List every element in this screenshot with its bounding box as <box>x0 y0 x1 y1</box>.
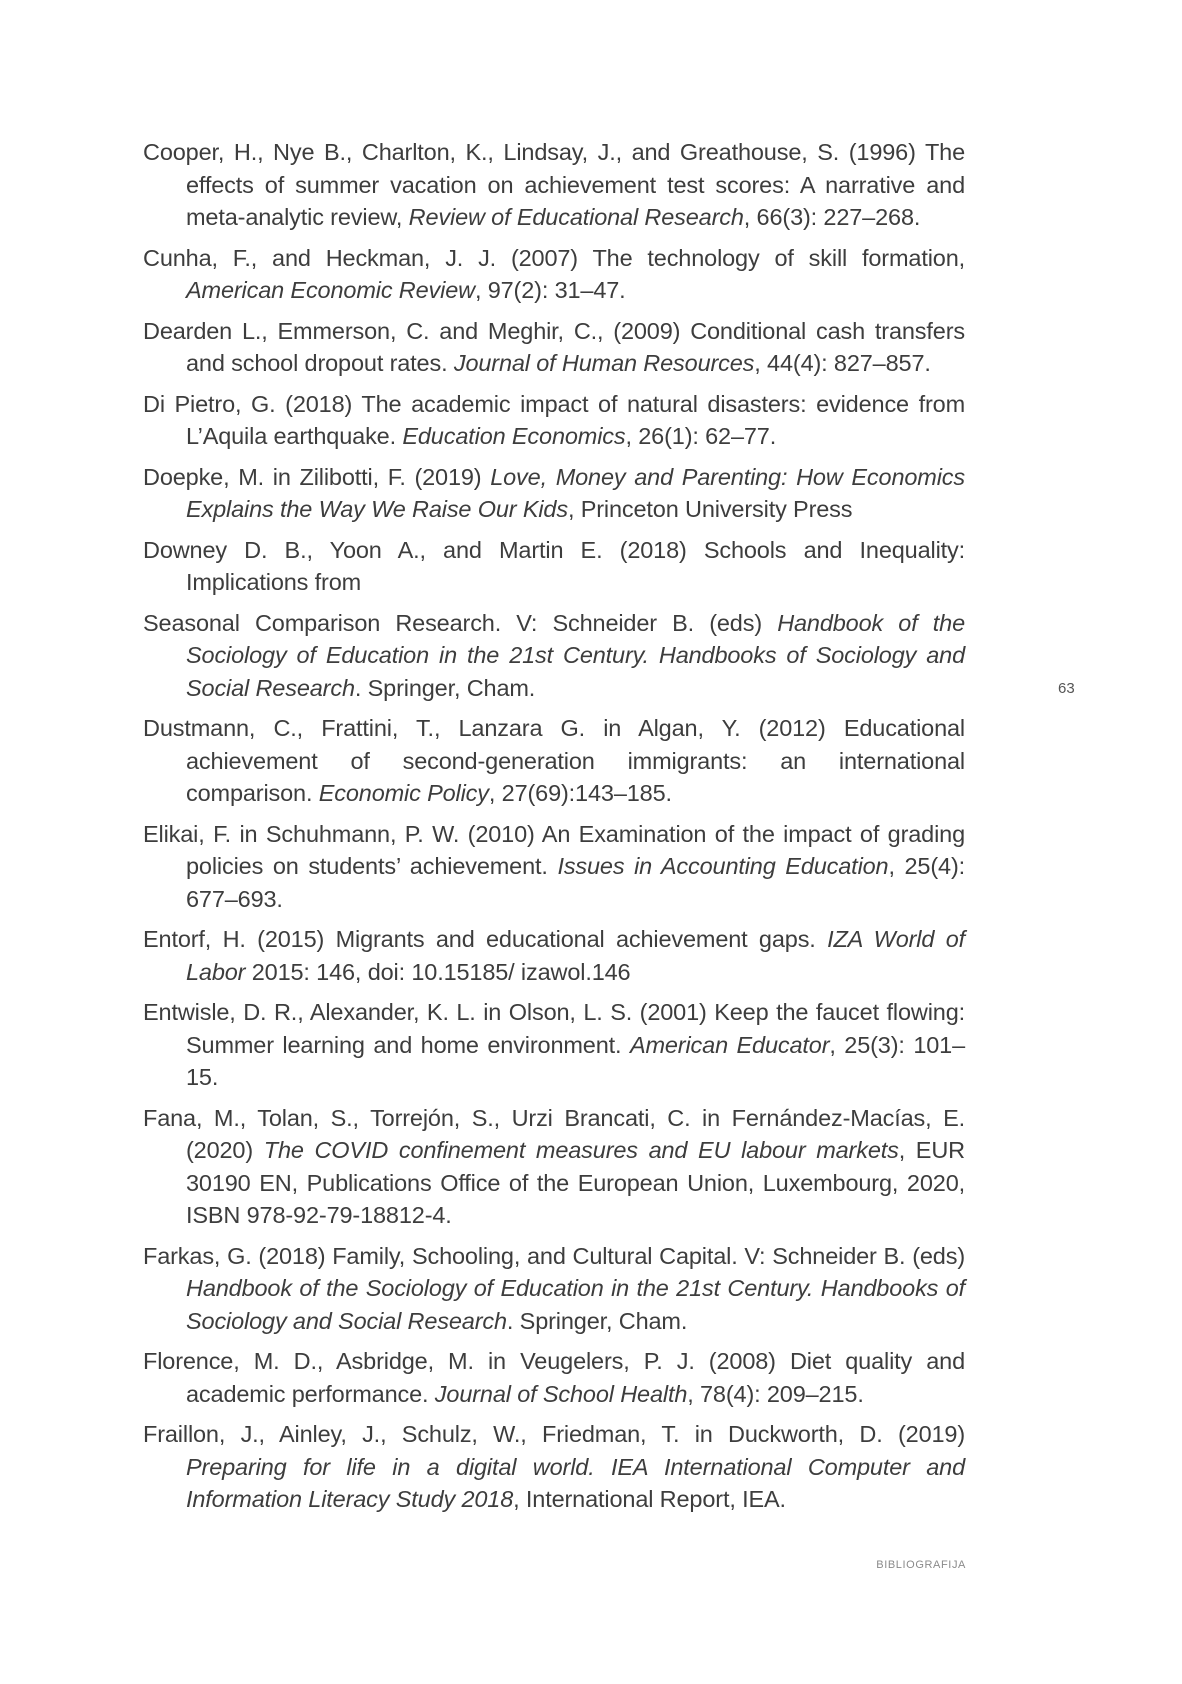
reference-entry-seasonal-comparison: Seasonal Comparison Research. V: Schneider B. (eds) Handbook of the Sociology of Education in the 21st Century. Handbooks of Sociology and Social Research. Springer, Cham. <box>143 609 965 701</box>
reference-entry-fraillon-2019: Fraillon, J., Ainley, J., Schulz, W., Friedman, T. in Duckworth, D. (2019) Preparing for life in a digital world. IEA International Computer and Information Literacy Study 2018, International Report, IEA. <box>143 1421 965 1512</box>
reference-entry-cunha-2007: Cunha, F., and Heckman, J. J. (2007) The technology of skill formation, American Economic Review, 97(2): 31–47. <box>143 244 965 303</box>
running-footer-label: BIBLIOGRAFIJA <box>876 1559 966 1571</box>
reference-entry-downey-2018: Downey D. B., Yoon A., and Martin E. (2018) Schools and Inequality: Implications from <box>143 536 965 595</box>
reference-entry-dearden-2009: Dearden L., Emmerson, C. and Meghir, C., (2009) Conditional cash transfers and school dropout rates. Journal of Human Resources, 44(4): 827–857. <box>143 317 965 376</box>
bibliography-list <box>143 136 965 1524</box>
reference-entry-florence-2008: Florence, M. D., Asbridge, M. in Veugelers, P. J. (2008) Diet quality and academic performance. Journal of School Health, 78(4): 209–215. <box>143 1348 965 1407</box>
reference-entry-dustmann-2012: Dustmann, C., Frattini, T., Lanzara G. in Algan, Y. (2012) Educational achievement of second-generation immigrants: an international comparison. Economic Policy, 27(69):143–185. <box>143 715 965 806</box>
reference-entry-cooper-1996: Cooper, H., Nye B., Charlton, K., Lindsay, J., and Greathouse, S. (1996) The effects of summer vacation on achievement test scores: A narrative and meta-analytic review, Review of Educational Research, 66(3): 227–268. <box>143 139 965 230</box>
reference-entry-entwisle-2001: Entwisle, D. R., Alexander, K. L. in Olson, L. S. (2001) Keep the faucet flowing: Summer learning and home environment. American Educator, 25(3): 101–15. <box>143 999 965 1090</box>
reference-entry-entorf-2015: Entorf, H. (2015) Migrants and educational achievement gaps. IZA World of Labor 2015: 146, doi: 10.15185/ izawol.146 <box>143 926 965 985</box>
reference-entry-elikai-2010: Elikai, F. in Schuhmann, P. W. (2010) An Examination of the impact of grading policies on students’ achievement. Issues in Accounting Education, 25(4): 677–693. <box>143 820 966 912</box>
reference-entry-doepke-2019: Doepke, M. in Zilibotti, F. (2019) Love, Money and Parenting: How Economics Explains the Way We Raise Our Kids, Princeton University Press <box>143 463 965 522</box>
reference-entry-farkas-2018: Farkas, G. (2018) Family, Schooling, and Cultural Capital. V: Schneider B. (eds) Handbook of the Sociology of Education in the 21st Century. Handbooks of Sociology and Social Research. Springer, Cham. <box>143 1242 965 1334</box>
reference-entry-fana-2020: Fana, M., Tolan, S., Torrejón, S., Urzi Brancati, C. in Fernández-Macías, E. (2020) The COVID confinement measures and EU labour markets, EUR 30190 EN, Publications Office of the European Union, Luxembourg, 2020, ISBN 978-92-79-18812-4. <box>143 1104 965 1228</box>
page-number: 63 <box>1058 680 1075 697</box>
reference-entry-di-pietro-2018: Di Pietro, G. (2018) The academic impact of natural disasters: evidence from L’Aquila earthquake. Education Economics, 26(1): 62–77. <box>143 390 965 449</box>
